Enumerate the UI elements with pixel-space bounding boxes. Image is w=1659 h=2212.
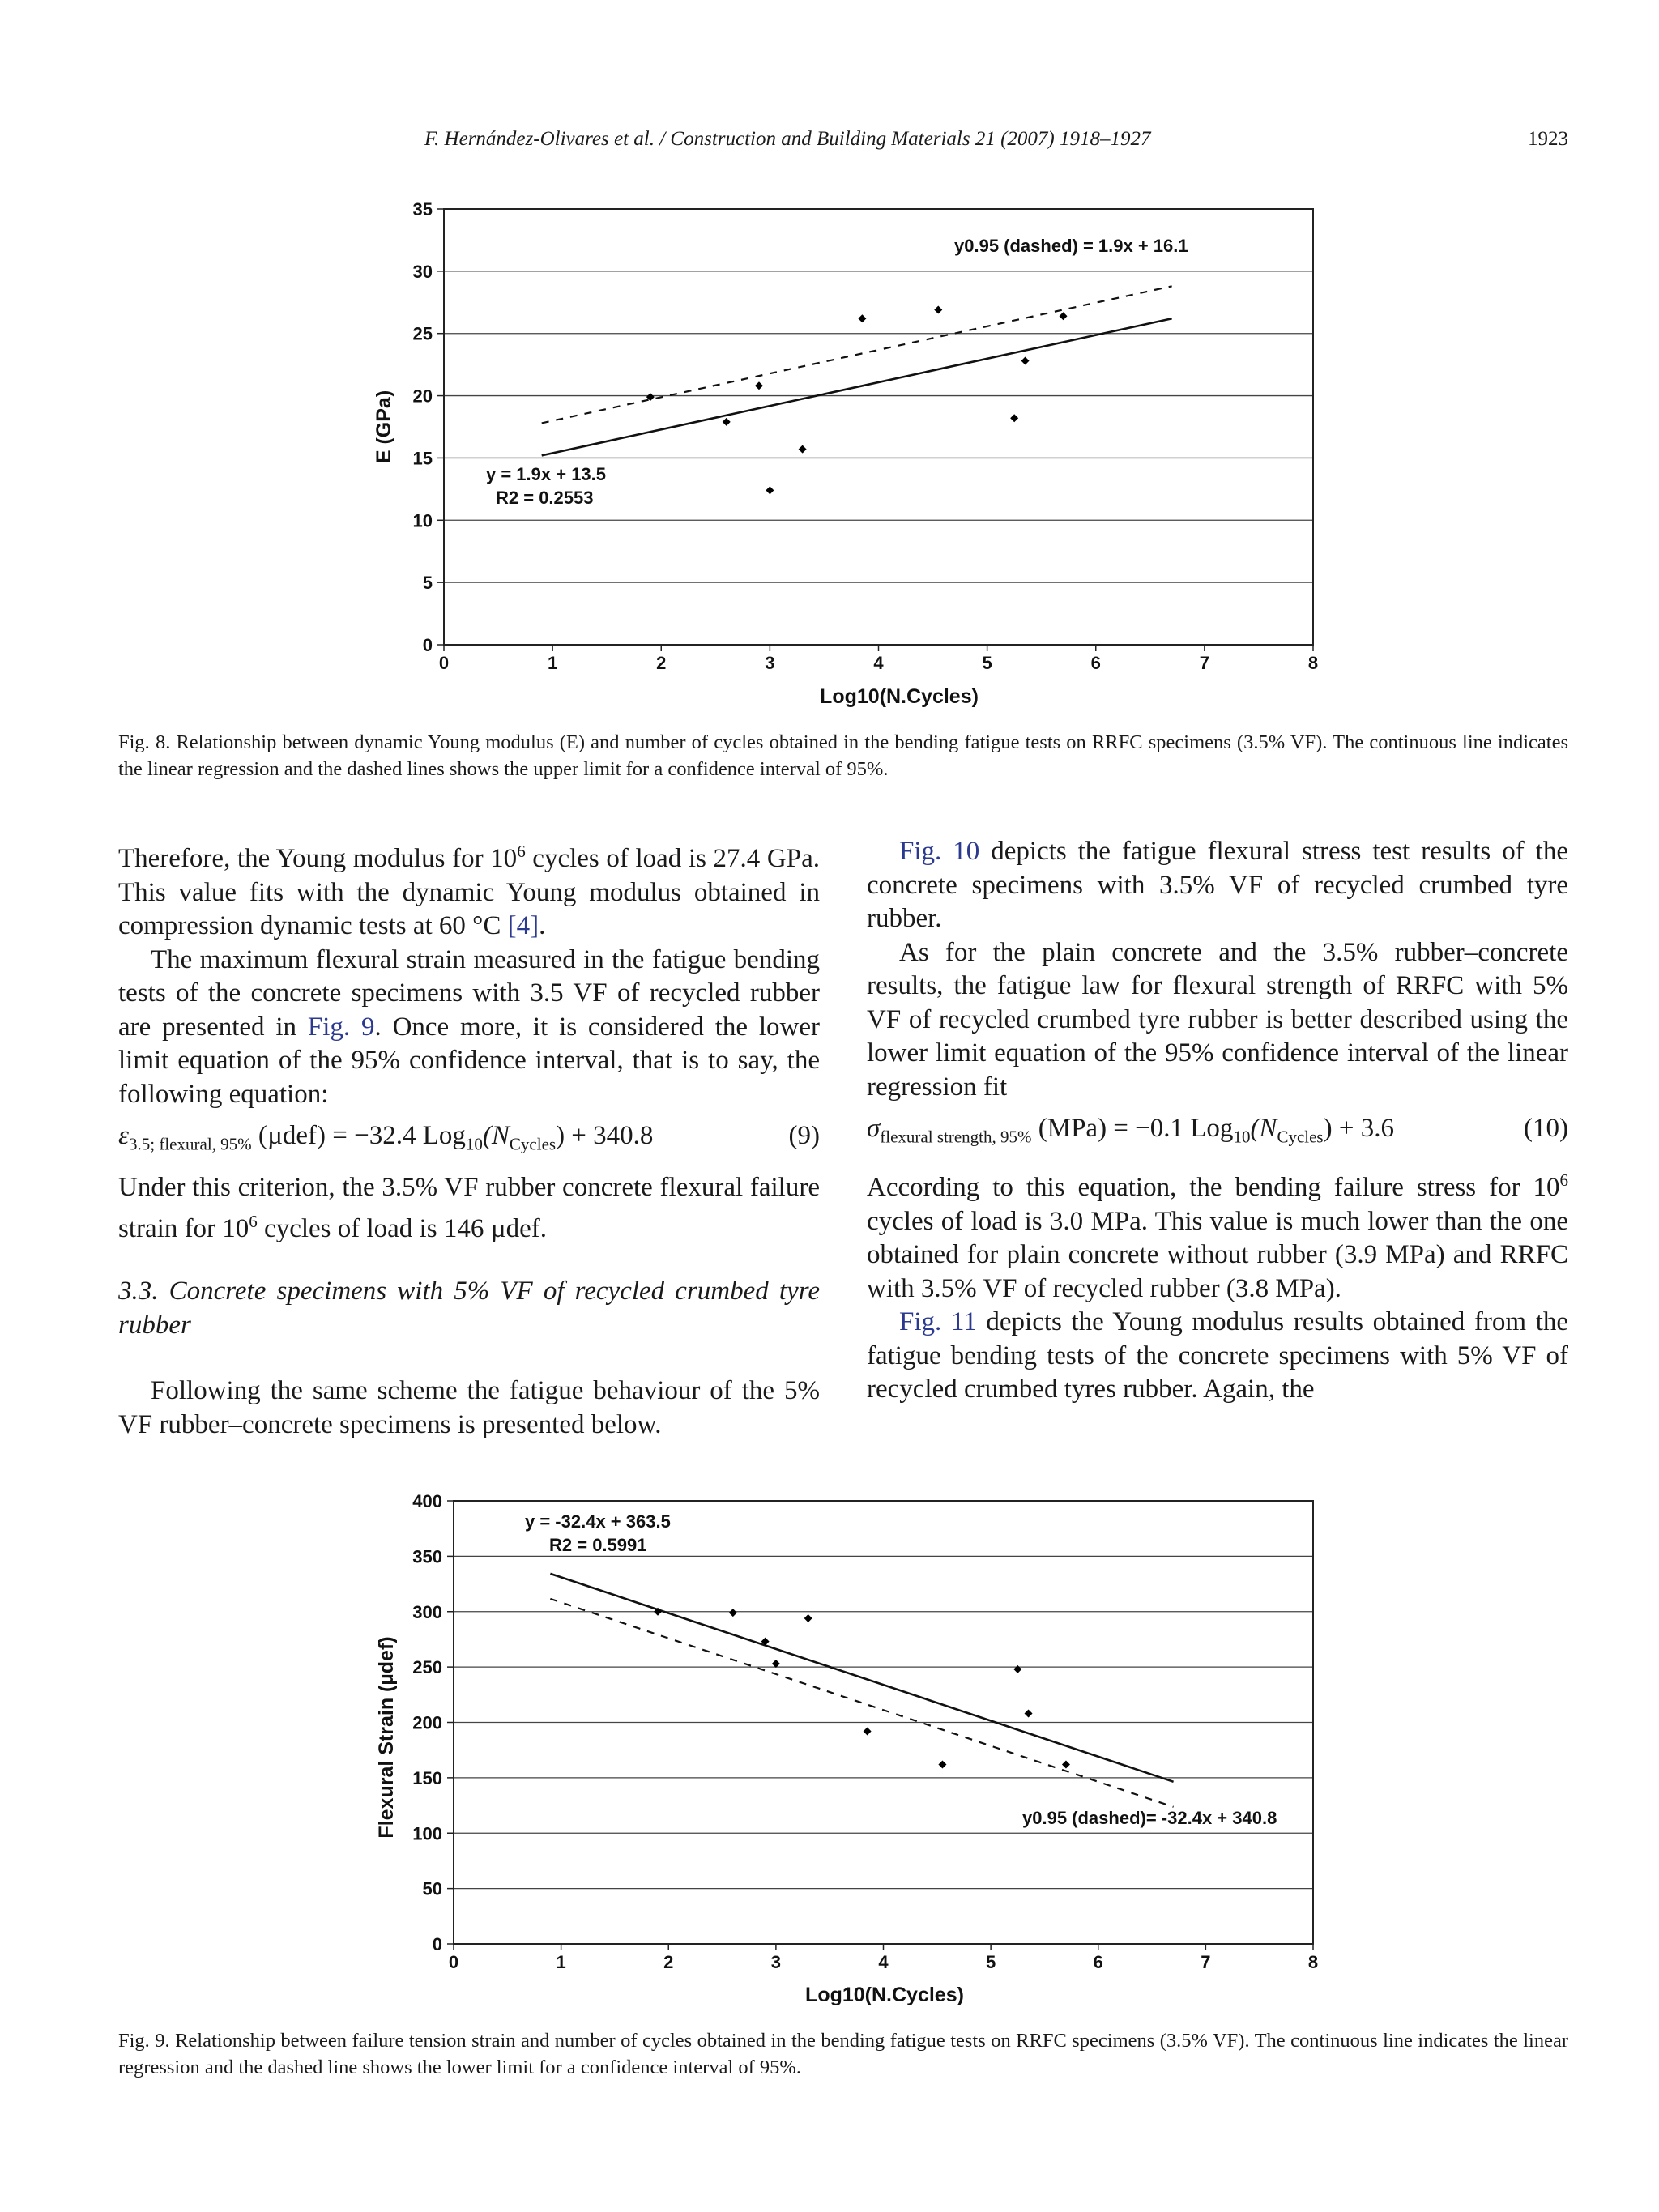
fig8-data-point [858, 314, 866, 322]
fig9-x-tick-label: 6 [1093, 1952, 1103, 1972]
fig9-y-tick-label: 350 [412, 1546, 442, 1567]
fig8-x-tick-label: 8 [1307, 653, 1319, 673]
fig8-x-tick-label: 5 [982, 653, 992, 673]
fig8-y-tick-label: 10 [412, 510, 433, 531]
fig8-x-tick-label: 3 [765, 653, 775, 673]
equation-10: $\sigma_{flexural strength, 95\%}$ (MPa) = −0.1 $Log_{10}(N_{Cycles}) + 3.6$ (10) [867, 1114, 1568, 1147]
fig9-regression-eq: y = -32.4x + 363.5 [525, 1511, 671, 1532]
fig8-data-point [1060, 312, 1068, 320]
fig9-y-tick-label: 50 [422, 1878, 442, 1899]
fig8-y-tick-label: 35 [412, 199, 433, 219]
fig9-x-axis-label: Log10(N.Cycles) [805, 1984, 964, 2006]
fig9-x-tick-label: 8 [1307, 1952, 1319, 1972]
fig8-regression-eq: y = 1.9x + 13.5 [486, 464, 607, 484]
fig-9-link[interactable]: Fig. 9 [307, 1012, 375, 1042]
right-column [867, 835, 1568, 1407]
fig9-data-point [1062, 1760, 1070, 1768]
left-paragraph-3: Under this criterion, the 3.5% VF rubber concrete flexural failure strain for $10^6$ cycles of load is 146 µdef. [118, 1173, 820, 1243]
fig9-y-tick-label: 300 [412, 1601, 442, 1622]
fig8-x-tick-label: 7 [1199, 653, 1209, 673]
left-paragraph-4: Following the same scheme the fatigue behaviour of the 5% VF rubber–concrete specimens is presented below. [118, 1376, 820, 1439]
fig8-x-tick-label: 0 [438, 653, 450, 673]
fig8-confidence-line [542, 286, 1172, 423]
fig9-y-tick-label: 150 [412, 1767, 442, 1788]
fig8-data-point [766, 486, 774, 494]
fig8-data-point [799, 445, 807, 454]
fig8-x-axis-label: Log10(N.Cycles) [820, 685, 979, 708]
fig8-y-tick-label: 30 [412, 261, 433, 282]
fig9-r2: R2 = 0.5991 [549, 1535, 647, 1555]
fig8-data-point [1010, 414, 1018, 422]
figure-9-chart [0, 1474, 1659, 2025]
fig9-data-point [804, 1614, 812, 1622]
fig9-x-tick-label: 1 [556, 1952, 566, 1972]
fig8-y-axis-label: E (GPa) [373, 390, 395, 464]
fig9-x-tick-label: 2 [663, 1952, 674, 1972]
left-paragraph-2: The maximum flexural strain measured in the fatigue bending tests of the concrete specimens with 3.5 VF of recycled rubber are presented in Fig. 9. Once more, it is considered the lower limit equation of the 95% confidence interval, that is to say, the following equation: [118, 944, 820, 1109]
fig8-y-tick-label: 0 [422, 635, 433, 655]
fig-10-link[interactable]: Fig. 10 [899, 837, 980, 866]
fig8-r2: R2 = 0.2553 [496, 488, 594, 508]
fig9-y-tick-label: 250 [412, 1657, 442, 1678]
fig8-x-tick-label: 2 [656, 653, 667, 673]
fig8-regression-line [542, 318, 1172, 455]
fig8-y-tick-label: 20 [412, 386, 433, 407]
fig-11-link[interactable]: Fig. 11 [899, 1307, 977, 1337]
figure-8-chart [0, 0, 1659, 713]
fig8-data-point [723, 418, 731, 426]
fig9-x-tick-label: 0 [448, 1952, 459, 1972]
fig9-data-point [1013, 1665, 1021, 1673]
fig9-y-tick-label: 400 [412, 1491, 442, 1511]
fig9-y-axis-label: Flexural Strain (µdef) [375, 1636, 398, 1839]
equation-9: $\varepsilon_{3.5; flexural, 95\%}$ (µdef) = −32.4 $Log_{10}(N_{Cycles}) + 340.8$ (9) [118, 1121, 820, 1154]
fig8-x-tick-label: 1 [548, 653, 558, 673]
page-number: 1923 [1528, 128, 1568, 150]
fig8-y-tick-label: 5 [422, 573, 433, 594]
fig9-y-tick-label: 200 [412, 1712, 442, 1733]
fig8-data-point [934, 306, 942, 314]
fig8-data-point [755, 381, 763, 390]
fig9-x-tick-label: 7 [1201, 1952, 1211, 1972]
ref-4-link[interactable]: [4] [507, 911, 539, 940]
fig8-x-tick-label: 6 [1090, 653, 1101, 673]
equation-10-number: (10) [1524, 1114, 1568, 1143]
figure-8-caption: Fig. 8. Relationship between dynamic Young modulus (E) and number of cycles obtained in the bending fatigue tests on RRFC specimens (3.5% VF). The continuous line indicates the linear regression and the dashed lines shows the upper limit for a confidence interval of 95%. [118, 731, 1568, 780]
right-paragraph-2: As for the plain concrete and the 3.5% rubber–concrete results, the fatigue law for flexural strength of RRFC with 5% VF of recycled crumbed tyre rubber is better described using the lower limit equation of the 95% confidence interval of the linear regression fit [867, 937, 1568, 1102]
section-heading-3-3: 3.3. Concrete specimens with 5% VF of recycled crumbed tyre rubber [118, 1276, 820, 1340]
right-paragraph-3: According to this equation, the bending failure stress for $10^6$ cycles of load is 3.0 MPa. This value is much lower than the one obtained for plain concrete without rubber (3.9 MPa) and RRFC with 3.5% VF of recycled rubber (3.8 MPa). [867, 1170, 1568, 1303]
fig8-y-tick-label: 25 [412, 323, 433, 344]
right-paragraph-1: Fig. 10 depicts the fatigue flexural stress test results of the concrete specimens with 3.5% VF of recycled crumbed tyre rubber. [867, 837, 1568, 933]
figure-9-caption: Fig. 9. Relationship between failure tension strain and number of cycles obtained in the bending fatigue tests on RRFC specimens (3.5% VF). The continuous line indicates the linear regression and the dashed line shows the lower limit for a confidence interval of 95%. [118, 2030, 1568, 2078]
fig8-x-tick-label: 4 [873, 653, 884, 673]
fig9-x-tick-label: 5 [986, 1952, 996, 1972]
left-paragraph-1: Therefore, the Young modulus for $10^6$ cycles of load is 27.4 GPa. This value fits with the dynamic Young modulus obtained in compression dynamic tests at 60 °C [4]. [118, 842, 820, 940]
left-column [118, 835, 820, 1442]
fig9-dashed-eq: y0.95 (dashed)= -32.4x + 340.8 [1022, 1808, 1277, 1828]
fig9-y-tick-label: 100 [412, 1823, 442, 1844]
fig9-data-point [864, 1727, 872, 1735]
fig9-x-tick-label: 3 [770, 1952, 781, 1972]
right-paragraph-4: Fig. 11 depicts the Young modulus results obtained from the fatigue bending tests of the concrete specimens with 5% VF of recycled crumbed tyres rubber. Again, the [867, 1307, 1569, 1404]
fig9-x-tick-label: 4 [878, 1952, 889, 1972]
fig9-regression-line [550, 1574, 1173, 1782]
fig8-data-point [1021, 357, 1030, 365]
fig9-data-point [729, 1609, 737, 1617]
fig8-dashed-eq: y0.95 (dashed) = 1.9x + 16.1 [954, 236, 1188, 256]
fig9-confidence-line [550, 1599, 1173, 1807]
fig9-data-point [938, 1760, 946, 1768]
fig9-data-point [1025, 1710, 1033, 1718]
equation-9-number: (9) [788, 1121, 820, 1150]
fig9-y-tick-label: 0 [432, 1934, 442, 1954]
running-title: F. Hernández-Olivares et al. / Construction and Building Materials 21 (2007) 1918–1927 [424, 128, 1151, 150]
fig8-y-tick-label: 15 [412, 448, 433, 469]
